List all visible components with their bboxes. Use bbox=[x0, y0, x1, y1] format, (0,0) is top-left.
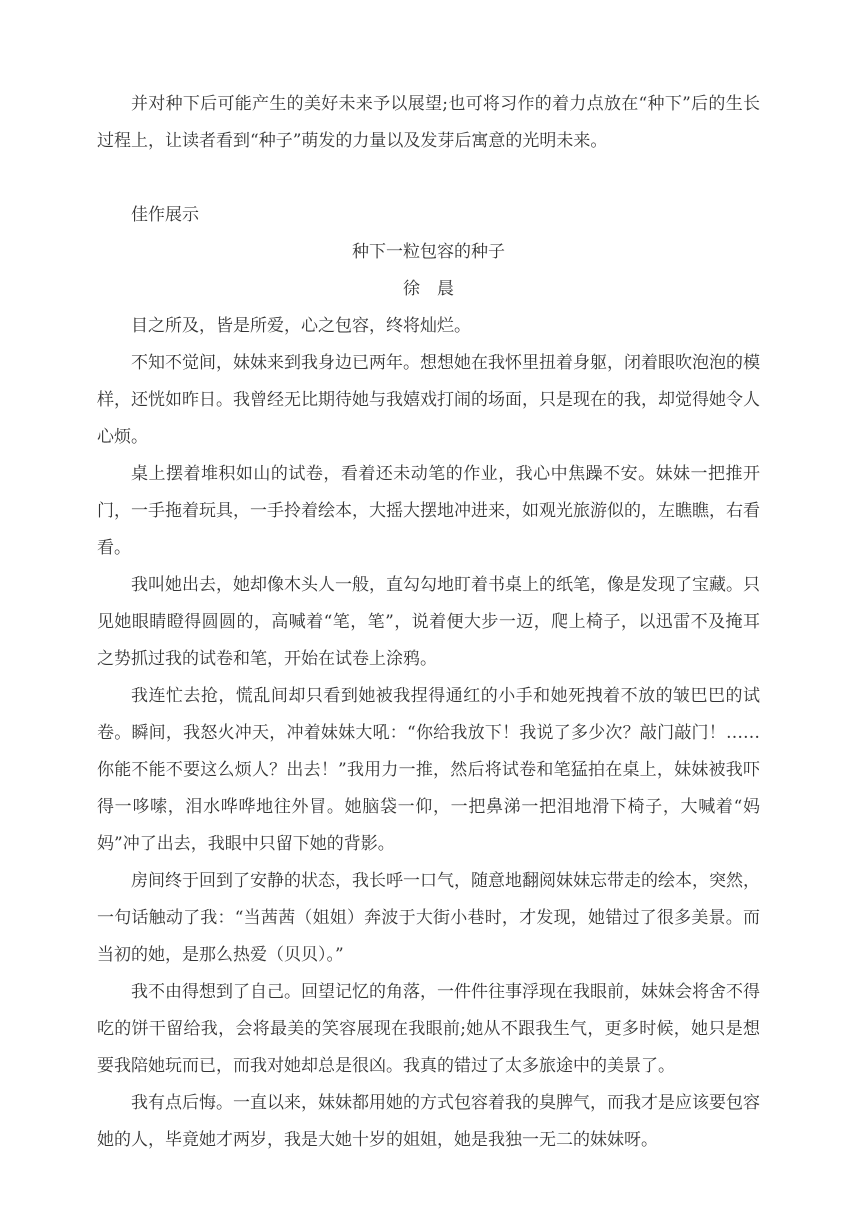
intro-paragraph: 并对种下后可能产生的美好未来予以展望;也可将习作的着力点放在“种下”后的生长过程上，让读者看到“种子”萌发的力量以及发芽后寓意的光明未来。 bbox=[97, 94, 760, 151]
essay-paragraph: 不知不觉间，妹妹来到我身边已两年。想想她在我怀里扭着身躯，闭着眼吹泡泡的模样，还恍如昨日。我曾经无比期待她与我嬉戏打闹的场面，只是现在的我，却觉得她令人心烦。 bbox=[97, 353, 760, 447]
essay-paragraph: 我连忙去抢，慌乱间却只看到她被我捏得通红的小手和她死拽着不放的皱巴巴的试卷。瞬间，我怒火冲天，冲着妹妹大吼：“你给我放下！我说了多少次？敲门敲门！……你能不能不要这么烦人？出去！”我用力一推，然后将试卷和笔猛拍在桌上，妹妹被我吓得一哆嗦，泪水哗哗地往外冒。她脑袋一仰，一把鼻涕一把泪地滑下椅子，大喊着“妈妈”冲了出去，我眼中只留下她的背影。 bbox=[97, 686, 760, 854]
section-label: 佳作展示 bbox=[131, 205, 199, 225]
essay-paragraph: 我有点后悔。一直以来，妹妹都用她的方式包容着我的臭脾气，而我才是应该要包容她的人，毕竟她才两岁，我是大她十岁的姐姐，她是我独一无二的妹妹呀。 bbox=[97, 1093, 760, 1150]
essay-paragraph: 房间终于回到了安静的状态，我长呼一口气，随意地翻阅妹妹忘带走的绘本，突然，一句话触动了我：“当茜茜（姐姐）奔波于大街小巷时，才发现，她错过了很多美景。而当初的她，是那么热爱（贝贝）。” bbox=[97, 871, 760, 965]
essay-paragraph: 目之所及，皆是所爱，心之包容，终将灿烂。 bbox=[131, 316, 471, 336]
essay-title: 种下一粒包容的种子 bbox=[352, 242, 505, 262]
essay-paragraph: 桌上摆着堆积如山的试卷，看着还未动笔的作业，我心中焦躁不安。妹妹一把推开门，一手拖着玩具，一手拎着绘本，大摇大摆地冲进来，如观光旅游似的，左瞧瞧，右看看。 bbox=[97, 464, 760, 558]
document-body bbox=[97, 86, 760, 1159]
essay-author: 徐 晨 bbox=[403, 279, 454, 299]
essay-paragraph: 我叫她出去，她却像木头人一般，直勾勾地盯着书桌上的纸笔，像是发现了宝藏。只见她眼睛瞪得圆圆的，高喊着“笔，笔”，说着便大步一迈，爬上椅子，以迅雷不及掩耳之势抓过我的试卷和笔，开始在试卷上涂鸦。 bbox=[97, 575, 760, 669]
essay-paragraph: 我不由得想到了自己。回望记忆的角落，一件件往事浮现在我眼前，妹妹会将舍不得吃的饼干留给我，会将最美的笑容展现在我眼前;她从不跟我生气，更多时候，她只是想要我陪她玩而已，而我对她却总是很凶。我真的错过了太多旅途中的美景了。 bbox=[97, 982, 760, 1076]
